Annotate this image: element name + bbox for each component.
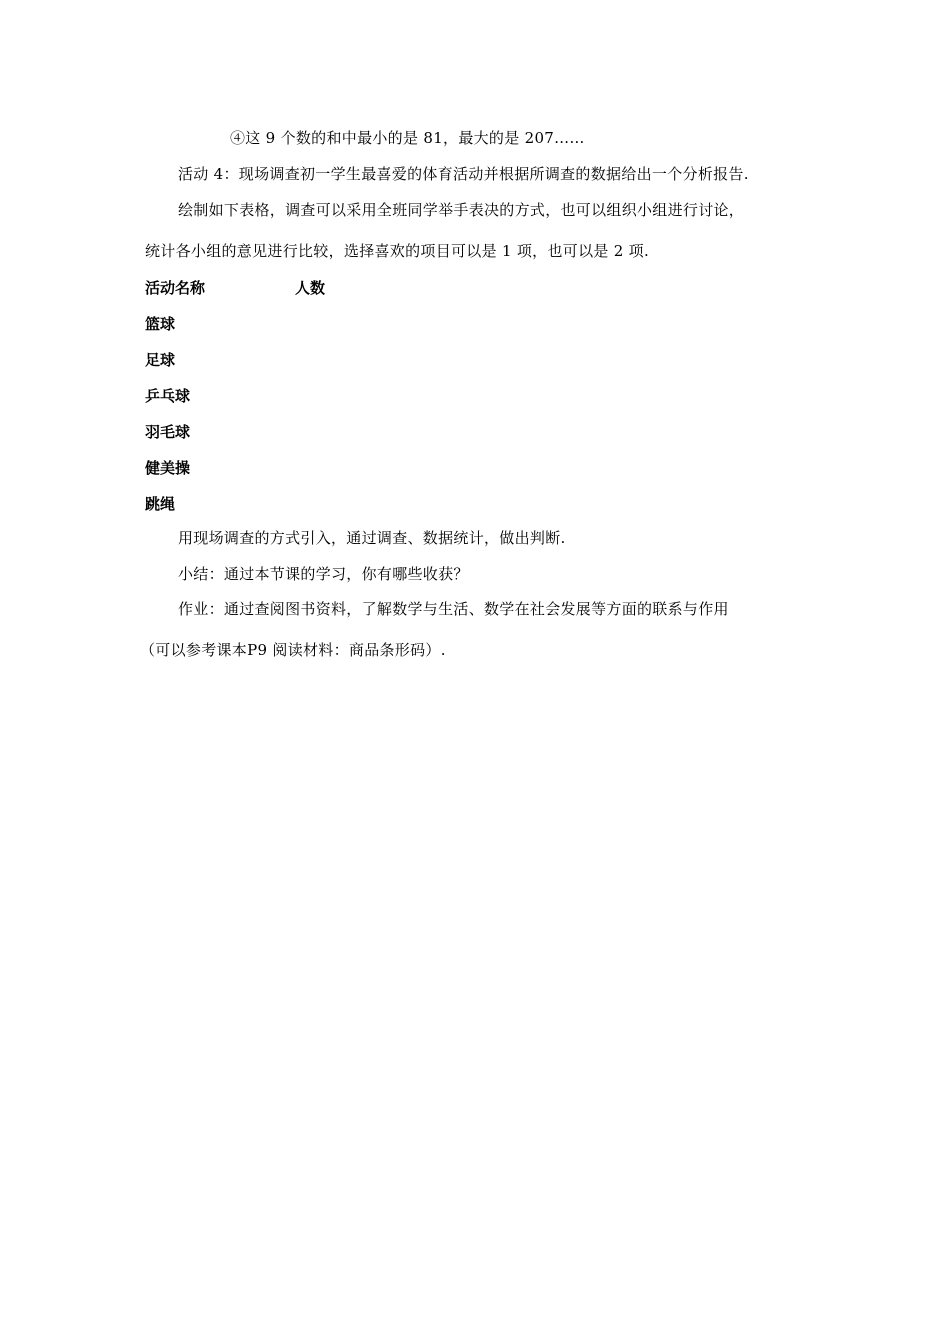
paragraph-summary: 小结：通过本节课的学习，你有哪些收获？ — [178, 565, 469, 583]
paragraph-sum-range: ④这 9 个数的和中最小的是 81，最大的是 207…… — [230, 129, 585, 147]
paragraph-homework-line1: 作业：通过查阅图书资料，了解数学与生活、数学在社会发展等方面的联系与作用 — [178, 600, 729, 618]
table-cell-activity: 羽毛球 — [145, 423, 191, 441]
paragraph-table-instructions-line1: 绘制如下表格，调查可以采用全班同学举手表决的方式，也可以组织小组进行讨论， — [178, 201, 745, 219]
paragraph-homework-line2: （可以参考课本P9 阅读材料：商品条形码）. — [140, 641, 446, 659]
paragraph-activity-4: 活动 4：现场调查初一学生最喜爱的体育活动并根据所调查的数据给出一个分析报告. — [178, 165, 749, 183]
table-cell-activity: 健美操 — [145, 459, 191, 477]
table-cell-activity: 足球 — [145, 351, 176, 369]
table-cell-activity: 篮球 — [145, 315, 176, 333]
table-header-activity: 活动名称 — [145, 279, 206, 297]
table-header-count: 人数 — [295, 279, 326, 297]
table-cell-activity: 乒乓球 — [145, 387, 191, 405]
paragraph-method-note: 用现场调查的方式引入，通过调查、数据统计，做出判断. — [178, 529, 566, 547]
table-cell-activity: 跳绳 — [145, 495, 176, 513]
paragraph-table-instructions-line2: 统计各小组的意见进行比较，选择喜欢的项目可以是 1 项，也可以是 2 项. — [145, 242, 650, 260]
